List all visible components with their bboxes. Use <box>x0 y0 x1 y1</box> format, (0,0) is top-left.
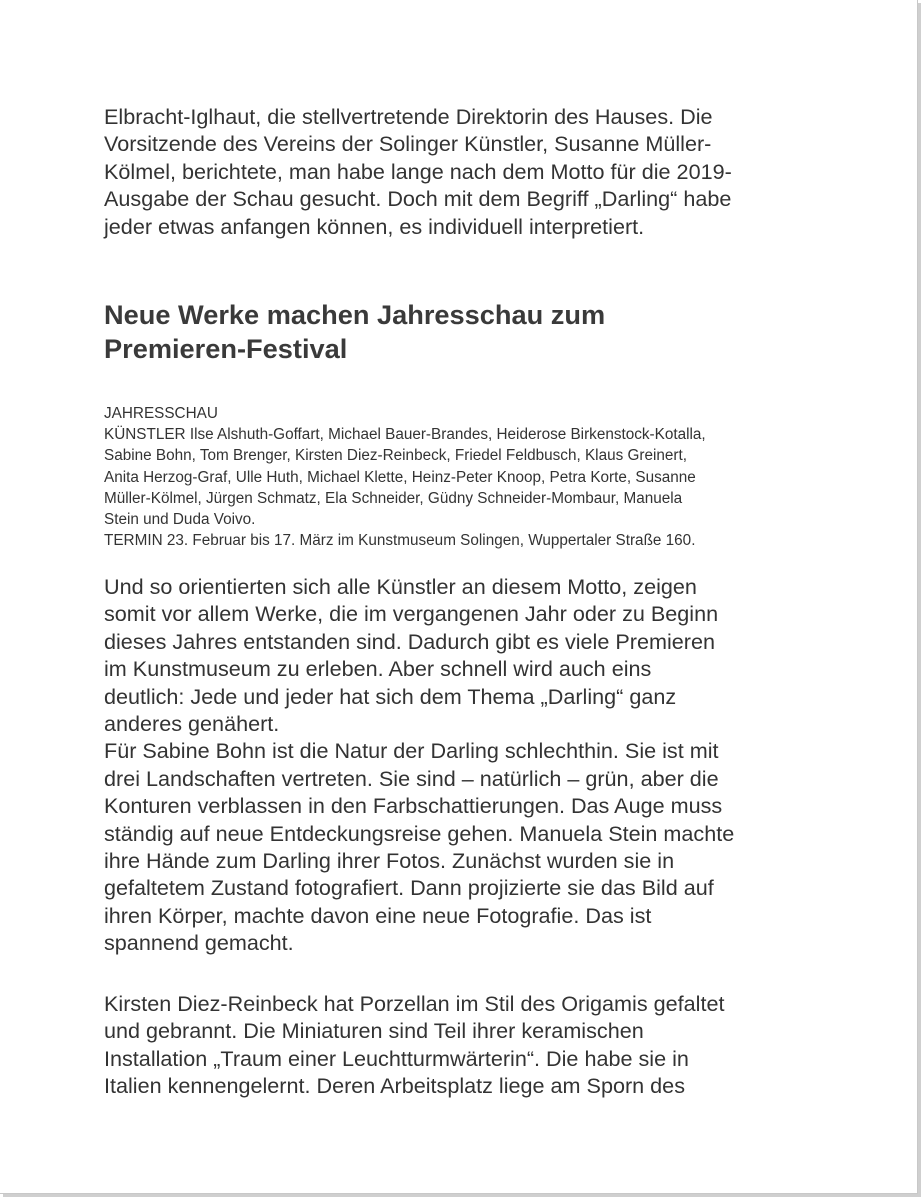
text-line: Kölmel, berichtete, man habe lange nach dem Motto für die 2019- <box>104 158 732 184</box>
text-line: im Kunstmuseum zu erleben. Aber schnell wird auch eins <box>104 656 652 682</box>
info-line: Sabine Bohn, Tom Brenger, Kirsten Diez-Reinbeck, Friedel Feldbusch, Klaus Greinert, <box>104 447 687 465</box>
info-box <box>104 403 824 551</box>
info-line: Müller-Kölmel, Jürgen Schmatz, Ela Schneider, Güdny Schneider-Mombaur, Manuela <box>104 489 683 507</box>
text-line: Vorsitzende des Vereins der Solinger Künstler, Susanne Müller- <box>104 131 712 157</box>
text-line: ständig auf neue Entdeckungsreise gehen. Manuela Stein machte <box>104 820 735 846</box>
section-heading <box>104 298 824 366</box>
text-line: Italien kennengelernt. Deren Arbeitsplatz liege am Sporn des <box>104 1073 685 1099</box>
text-line: dieses Jahres entstanden sind. Dadurch gibt es viele Premieren <box>104 628 715 654</box>
text-line: anderes genähert. <box>104 711 280 737</box>
info-line: Anita Herzog-Graf, Ulle Huth, Michael Klette, Heinz-Peter Knoop, Petra Korte, Susanne <box>104 468 696 486</box>
text-line: Ausgabe der Schau gesucht. Doch mit dem Begriff „Darling“ habe <box>104 186 732 212</box>
text-line: Installation „Traum einer Leuchtturmwärterin“. Die habe sie in <box>104 1045 689 1071</box>
info-line: Stein und Duda Voivo. <box>104 511 256 529</box>
info-label: JAHRESSCHAU <box>104 405 218 422</box>
info-line: TERMIN 23. Februar bis 17. März im Kunstmuseum Solingen, Wuppertaler Straße 160. <box>104 532 696 550</box>
text-line: Für Sabine Bohn ist die Natur der Darling schlechthin. Sie ist mit <box>104 738 719 764</box>
text-line: ihre Hände zum Darling ihrer Fotos. Zunächst wurden sie in <box>104 848 675 874</box>
heading-line: Premieren-Festival <box>104 333 348 364</box>
heading-line: Neue Werke machen Jahresschau zum <box>104 299 606 330</box>
text-line: deutlich: Jede und jeder hat sich dem Thema „Darling“ ganz <box>104 683 677 709</box>
body-paragraph <box>104 573 824 957</box>
text-line: gefaltetem Zustand fotografiert. Dann projizierte sie das Bild auf <box>104 875 714 901</box>
info-line: KÜNSTLER Ilse Alshuth-Goffart, Michael Bauer-Brandes, Heiderose Birkenstock-Kotalla, <box>104 426 706 444</box>
text-line: drei Landschaften vertreten. Sie sind – natürlich – grün, aber die <box>104 765 719 791</box>
text-line: ihren Körper, machte davon eine neue Fotografie. Das ist <box>104 902 652 928</box>
text-line: Elbracht-Iglhaut, die stellvertretende Direktorin des Hauses. Die <box>104 104 713 129</box>
text-line: Und so orientierten sich alle Künstler an diesem Motto, zeigen <box>104 574 697 599</box>
text-line: und gebrannt. Die Miniaturen sind Teil ihrer keramischen <box>104 1018 644 1044</box>
text-line: Kirsten Diez-Reinbeck hat Porzellan im Stil des Origamis gefaltet <box>104 991 725 1016</box>
lead-paragraph <box>104 103 824 240</box>
text-line: spannend gemacht. <box>104 930 294 956</box>
text-line: jeder etwas anfangen können, es individuell interpretiert. <box>104 213 645 239</box>
text-line: somit vor allem Werke, die im vergangenen Jahr oder zu Beginn <box>104 601 719 627</box>
text-line: Konturen verblassen in den Farbschattierungen. Das Auge muss <box>104 793 723 819</box>
body-paragraph <box>104 990 824 1100</box>
